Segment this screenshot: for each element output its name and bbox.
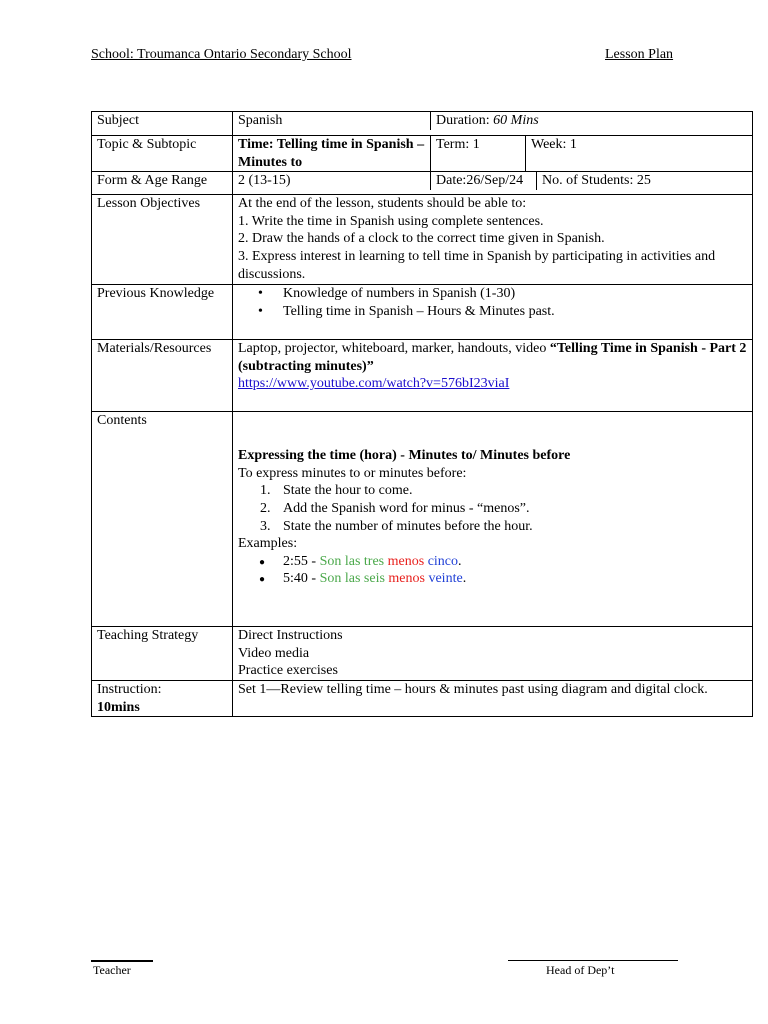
row-objectives — [92, 195, 753, 285]
objectives-label: Lesson Objectives — [92, 195, 233, 285]
previous-knowledge-list — [238, 285, 747, 320]
objective-item: 2. Draw the hands of a clock to the correct time given in Spanish. — [238, 231, 605, 247]
row-previous-knowledge — [92, 285, 753, 340]
week: Week: 1 — [525, 136, 752, 171]
contents-heading: Expressing the time (hora) - Minutes to/ Minutes before — [238, 448, 571, 464]
teacher-label: Teacher — [93, 963, 131, 977]
row-teaching-strategy — [92, 627, 753, 681]
example-item: ● 5:40 - Son las seis menos veinte. — [283, 570, 747, 588]
list-item: 3. State the number of minutes before the hour. — [260, 518, 533, 534]
duration — [430, 112, 752, 130]
strategy-item: Practice exercises — [238, 663, 338, 679]
head-signature-line — [508, 960, 678, 961]
materials-text: Laptop, projector, whiteboard, marker, handouts, video “Telling Time in Spanish - Part 2 (subtracting minutes)” — [238, 341, 747, 374]
examples-label: Examples: — [238, 536, 298, 552]
instruction-time: 10mins — [97, 699, 140, 715]
contents-intro: To express minutes to or minutes before: — [238, 465, 467, 481]
instruction-label: Instruction: — [97, 682, 162, 698]
duration-value: 60 Mins — [493, 113, 539, 128]
form-value: 2 (13-15) — [238, 173, 291, 189]
strategy-item: Direct Instructions — [238, 628, 343, 644]
steps-list — [238, 482, 747, 535]
materials-label: Materials/Resources — [92, 340, 233, 412]
school-name: School: Troumanca Ontario Secondary School — [91, 47, 352, 62]
video-title: “Telling Time in Spanish - Part 2 (subtracting minutes)” — [238, 341, 747, 374]
lesson-plan-table — [91, 111, 753, 717]
subject-label: Subject — [92, 112, 233, 136]
list-item: 2. Add the Spanish word for minus - “menos”. — [260, 500, 530, 516]
example-item: ● 2:55 - Son las tres menos cinco. — [283, 553, 747, 571]
term: Term: 1 — [430, 136, 525, 171]
objective-item: 3. Express interest in learning to tell time in Spanish by participating in activities and discussions. — [238, 248, 716, 282]
video-link[interactable]: https://www.youtube.com/watch?v=576bI23viaI — [238, 376, 510, 392]
row-form — [92, 172, 753, 195]
subject-value: Spanish — [238, 113, 283, 128]
head-of-dept-label: Head of Dep’t — [546, 963, 615, 977]
objectives-intro: At the end of the lesson, students should be able to: — [238, 196, 527, 212]
teaching-strategy-label: Teaching Strategy — [92, 627, 233, 681]
examples-list — [238, 553, 747, 588]
strategy-item: Video media — [238, 645, 310, 661]
form-label: Form & Age Range — [92, 172, 233, 195]
teacher-signature-line — [91, 960, 153, 962]
date: Date:26/Sep/24 — [430, 172, 536, 190]
list-item: 1. State the hour to come. — [260, 483, 413, 499]
row-subject — [92, 112, 753, 136]
row-contents — [92, 412, 753, 627]
duration-label: Duration: — [436, 113, 490, 128]
row-instruction — [92, 681, 753, 717]
list-item: • Telling time in Spanish – Hours & Minutes past. — [283, 303, 747, 321]
objective-item: 1. Write the time in Spanish using complete sentences. — [238, 213, 544, 229]
row-topic — [92, 136, 753, 172]
document-type: Lesson Plan — [605, 47, 674, 62]
students-count: No. of Students: 25 — [536, 172, 752, 190]
contents-label: Contents — [92, 412, 233, 627]
topic-value: Time: Telling time in Spanish – Minutes to — [238, 137, 425, 170]
list-item: • Knowledge of numbers in Spanish (1-30) — [283, 285, 747, 303]
row-materials — [92, 340, 753, 412]
previous-knowledge-label: Previous Knowledge — [92, 285, 233, 340]
instruction-text: Set 1—Review telling time – hours & minutes past using diagram and digital clock. — [233, 681, 753, 717]
topic-label: Topic & Subtopic — [92, 136, 233, 172]
